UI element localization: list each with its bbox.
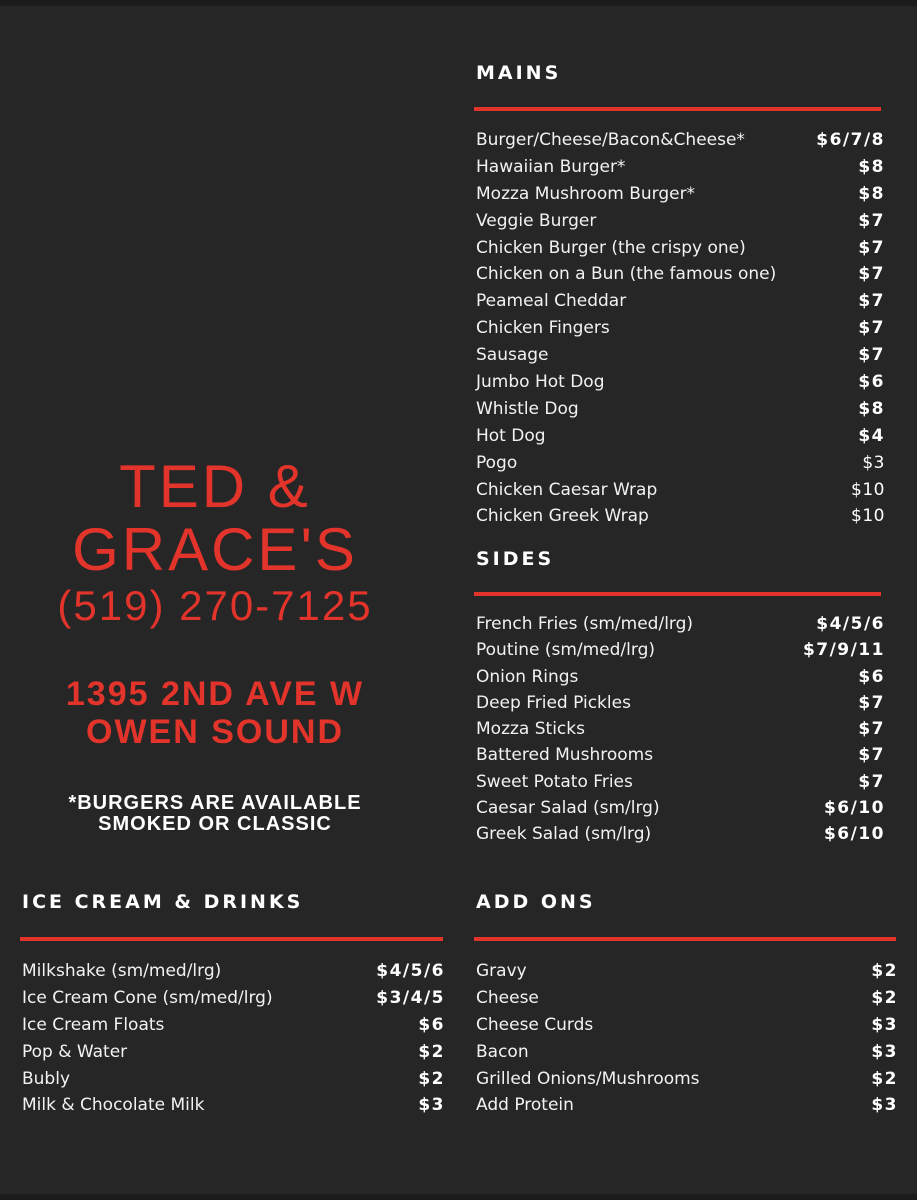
menu-item-price: $10 [851,479,885,500]
menu-item [476,453,885,480]
menu-item [476,291,885,318]
address-line2: OWEN SOUND [86,713,344,751]
menu-item-name: Milkshake (sm/med/lrg) [22,961,222,981]
phone-number: (519) 270-7125 [57,582,373,629]
menu-item [476,772,885,798]
address [20,675,410,751]
menu-item [476,211,885,238]
menu-item [476,719,885,745]
menu-item-price: $6 [858,372,885,393]
restaurant-name-line1: TED & [119,453,311,520]
top-border [0,0,917,6]
menu-item-price: $7 [858,291,885,312]
bottom-border [0,1194,917,1200]
menu-item [476,961,898,988]
menu-item-price: $2 [871,961,898,981]
menu-item [476,318,885,345]
menu-item [22,1042,445,1069]
ice-cream-drinks-divider [20,937,443,941]
menu-item-price: $8 [858,398,885,419]
menu-item [22,961,445,988]
menu-item [476,157,885,184]
restaurant-name-line2: GRACE'S [72,516,358,583]
menu-item [476,372,885,399]
ice-cream-drinks-title: ICE CREAM & DRINKS [22,891,304,913]
menu-item-name: Peameal Cheddar [476,291,627,312]
menu-item [476,264,885,291]
menu-item-name: Bubly [22,1068,71,1089]
menu-item [22,1015,445,1042]
sides-list [476,614,885,851]
menu-item-price: $2 [871,1068,898,1089]
menu-item-name: Caesar Salad (sm/lrg) [476,798,660,819]
menu-item-price: $7/9/11 [802,640,885,661]
menu-item-name: Mozza Mushroom Burger* [476,183,696,204]
menu-item [476,745,885,771]
mains-list [476,130,885,533]
menu-item [476,614,885,640]
menu-item-price: $6 [858,666,885,687]
menu-item [22,1095,445,1122]
menu-item [476,798,885,824]
menu-item-name: Greek Salad (sm/lrg) [476,824,652,845]
menu-item [476,238,885,265]
menu-item-price: $4 [858,425,885,446]
menu-item-price: $6/10 [823,824,885,845]
menu-item-name: Grilled Onions/Mushrooms [476,1068,700,1089]
menu-item-name: Chicken on a Bun (the famous one) [476,264,777,285]
menu-item-name: Poutine (sm/med/lrg) [476,640,655,661]
menu-item [476,667,885,693]
menu-item-price: $8 [858,183,885,204]
menu-item-price: $7 [858,692,885,713]
menu-item-price: $8 [858,156,885,177]
mains-title: MAINS [476,62,562,84]
menu-item-price: $7 [858,318,885,339]
menu-item-name: Chicken Fingers [476,318,610,339]
menu-item-price: $2 [418,1041,445,1062]
menu-item [476,988,898,1015]
menu-item-price: $7 [858,210,885,231]
menu-item-name: Battered Mushrooms [476,745,654,766]
address-line1: 1395 2ND AVE W [65,675,365,713]
menu-item-price: $7 [858,745,885,766]
menu-item-name: Chicken Greek Wrap [476,506,649,527]
menu-item [476,345,885,372]
menu-item-name: Hawaiian Burger* [476,156,626,177]
menu-item-price: $3 [862,452,885,473]
menu-item-name: Deep Fried Pickles [476,692,631,713]
menu-item-price: $3 [418,1095,445,1116]
menu-item [476,693,885,719]
menu-item-price: $3 [871,1095,898,1116]
sides-title: SIDES [476,548,555,570]
menu-item-name: Pop & Water [22,1041,128,1062]
menu-item-name: Pogo [476,452,518,473]
menu-item-price: $4/5/6 [816,614,885,634]
menu-item [476,480,885,507]
menu-item-name: Veggie Burger [476,210,597,231]
menu-item-name: Jumbo Hot Dog [476,372,605,393]
burger-note-line1: *BURGERS ARE AVAILABLE [68,792,362,814]
menu-item-price: $6 [418,1014,445,1035]
menu-item-name: Chicken Caesar Wrap [476,479,658,500]
brand-block [20,455,410,835]
menu-item-price: $10 [851,506,885,527]
ice-cream-drinks-list [22,961,445,1122]
menu-item-price: $3/4/5 [376,987,445,1008]
menu-item-name: Onion Rings [476,666,579,687]
menu-item-price: $7 [858,264,885,285]
mains-divider [474,107,881,111]
menu-item-name: Whistle Dog [476,398,579,419]
menu-item-price: $3 [871,1041,898,1062]
menu-item-price: $4/5/6 [376,961,445,981]
menu-item-price: $7 [858,345,885,366]
menu-item-name: Ice Cream Floats [22,1014,165,1035]
menu-item-price: $7 [858,237,885,258]
menu-item-price: $3 [871,1014,898,1035]
menu-item [22,1069,445,1096]
menu-item-price: $6/10 [823,798,885,819]
add-ons-list [476,961,898,1122]
menu-item-price: $2 [871,987,898,1008]
burger-note-line2: SMOKED OR CLASSIC [98,813,332,835]
menu-item-name: Cheese [476,987,539,1008]
restaurant-name [20,455,410,581]
add-ons-title: ADD ONS [476,891,596,913]
menu-item-name: Add Protein [476,1095,574,1116]
menu-item [476,640,885,666]
menu-item-name: Gravy [476,961,527,981]
menu-item [476,426,885,453]
menu-item [476,130,885,157]
menu-item [476,1095,898,1122]
sides-divider [474,592,881,596]
menu-item-price: $7 [858,719,885,740]
menu-item-price: $2 [418,1068,445,1089]
menu-item [22,988,445,1015]
menu-item-price: $6/7/8 [816,130,885,150]
menu-item-name: Burger/Cheese/Bacon&Cheese* [476,130,745,150]
menu-item [476,506,885,533]
menu-item [476,824,885,850]
menu-item-name: French Fries (sm/med/lrg) [476,614,694,634]
menu-item [476,1069,898,1096]
menu-item-price: $7 [858,771,885,792]
menu-item [476,1015,898,1042]
menu-item-name: Cheese Curds [476,1014,594,1035]
menu-item-name: Milk & Chocolate Milk [22,1095,205,1116]
menu-item-name: Chicken Burger (the crispy one) [476,237,746,258]
menu-item [476,1042,898,1069]
menu-item [476,184,885,211]
menu-item-name: Sausage [476,345,549,366]
menu-item [476,399,885,426]
menu-item-name: Bacon [476,1041,529,1062]
menu-item-name: Sweet Potato Fries [476,771,633,792]
burger-note [20,793,410,835]
menu-item-name: Hot Dog [476,425,546,446]
menu-item-name: Mozza Sticks [476,719,585,740]
menu-item-name: Ice Cream Cone (sm/med/lrg) [22,987,273,1008]
add-ons-divider [474,937,896,941]
